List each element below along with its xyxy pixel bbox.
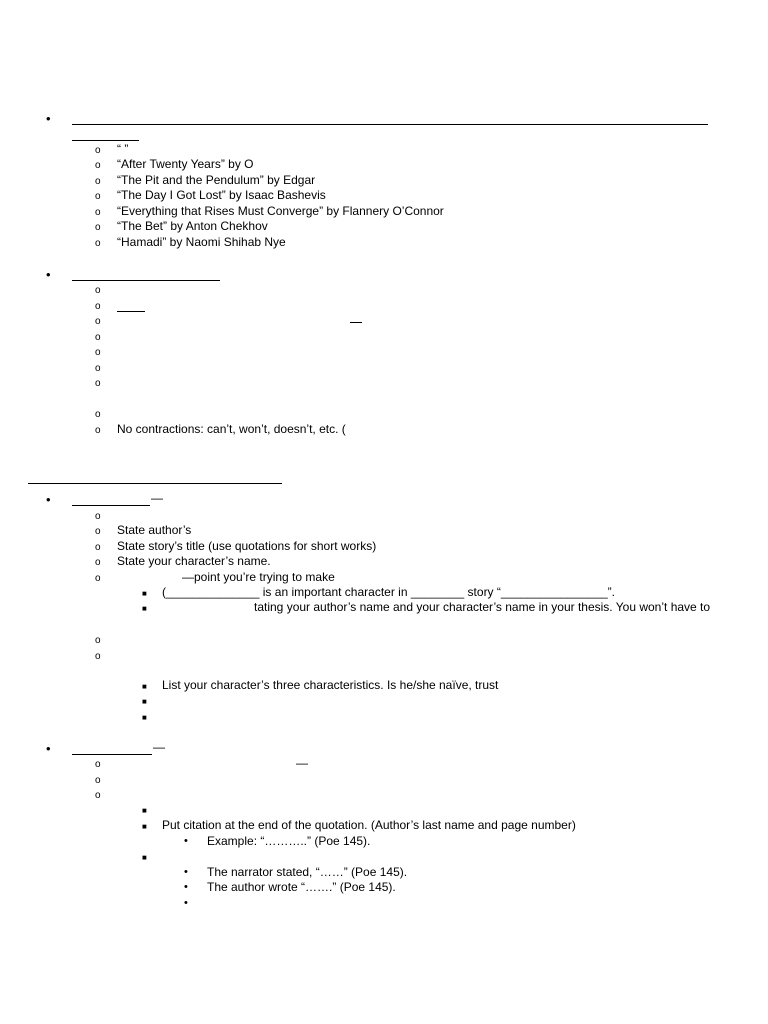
blank-heading-line [72, 754, 152, 755]
circle-bullet: o [95, 378, 101, 389]
circle-bullet: o [95, 635, 101, 646]
square-bullet: ■ [142, 697, 147, 706]
square-bullet: ■ [142, 713, 147, 722]
blank-line [117, 311, 145, 312]
bullet: • [46, 111, 51, 126]
circle-bullet: o [95, 759, 101, 770]
blank-heading-line [72, 505, 150, 506]
circle-bullet: o [95, 573, 101, 584]
circle-bullet: o [95, 160, 101, 171]
square-bullet: ■ [142, 604, 147, 613]
circle-bullet: o [95, 775, 101, 786]
sub-item: List your character’s three characteristics. Is he/she naïve, trust [162, 678, 499, 692]
round-bullet: • [184, 881, 188, 893]
circle-bullet: o [95, 542, 101, 553]
blank-heading-line [72, 140, 139, 141]
circle-bullet: o [95, 332, 101, 343]
blank-heading-line [72, 124, 708, 125]
circle-bullet: o [95, 301, 101, 312]
circle-bullet: o [95, 207, 101, 218]
bullet: • [46, 492, 51, 507]
circle-bullet: o [95, 316, 101, 327]
sub-item: tating your author’s name and your character’s name in your thesis. You won’t have to [254, 600, 711, 614]
sub-item: Put citation at the end of the quotation. (Author’s last name and page number) [162, 818, 576, 832]
example-item: The narrator stated, “……” (Poe 145). [207, 865, 408, 879]
story-item: “Everything that Rises Must Converge” by Flannery O’Connor [117, 204, 444, 218]
thesis-item: State story’s title (use quotations for short works) [117, 539, 377, 553]
square-bullet: ■ [142, 853, 147, 862]
circle-bullet: o [95, 511, 101, 522]
circle-bullet: o [95, 557, 101, 568]
circle-bullet: o [95, 176, 101, 187]
circle-bullet: o [95, 285, 101, 296]
blank-heading-line [28, 483, 282, 484]
story-item: “After Twenty Years” by O [117, 157, 254, 171]
square-bullet: ■ [142, 822, 147, 831]
story-item: “Hamadi” by Naomi Shihab Nye [117, 235, 286, 249]
story-item: “The Day I Got Lost” by Isaac Bashevis [117, 188, 326, 202]
story-item: “The Pit and the Pendulum” by Edgar [117, 173, 316, 187]
thesis-item: —point you’re trying to make [182, 570, 335, 584]
story-item: “The Bet” by Anton Chekhov [117, 219, 268, 233]
circle-bullet: o [95, 651, 101, 662]
heading-dash: — [153, 740, 165, 754]
example-item: The author wrote “…….” (Poe 145). [207, 880, 396, 894]
sub-item: (______________ is an important character in ________ story “________________”. [162, 585, 615, 599]
circle-bullet: o [95, 191, 101, 202]
thesis-item: State your character’s name. [117, 554, 271, 568]
circle-bullet: o [95, 363, 101, 374]
example-item: Example: “………..” (Poe 145). [207, 834, 371, 848]
bullet: • [46, 741, 51, 756]
circle-bullet: o [95, 526, 101, 537]
square-bullet: ■ [142, 682, 147, 691]
round-bullet: • [184, 835, 188, 847]
thesis-item: State author’s [117, 523, 192, 537]
blank-heading-line [72, 280, 220, 281]
circle-bullet: o [95, 425, 101, 436]
square-bullet: ■ [142, 589, 147, 598]
circle-bullet: o [95, 347, 101, 358]
story-item: “ ” [117, 142, 129, 156]
dash-mark [350, 322, 362, 323]
circle-bullet: o [95, 238, 101, 249]
square-bullet: ■ [142, 806, 147, 815]
circle-bullet: o [95, 409, 101, 420]
body-dash: — [296, 756, 308, 770]
circle-bullet: o [95, 222, 101, 233]
round-bullet: • [184, 897, 188, 909]
circle-bullet: o [95, 145, 101, 156]
round-bullet: • [184, 866, 188, 878]
rule-item: No contractions: can’t, won’t, doesn’t, etc. ( [117, 422, 346, 436]
bullet: • [46, 267, 51, 282]
circle-bullet: o [95, 790, 101, 801]
heading-dash: — [151, 491, 163, 505]
